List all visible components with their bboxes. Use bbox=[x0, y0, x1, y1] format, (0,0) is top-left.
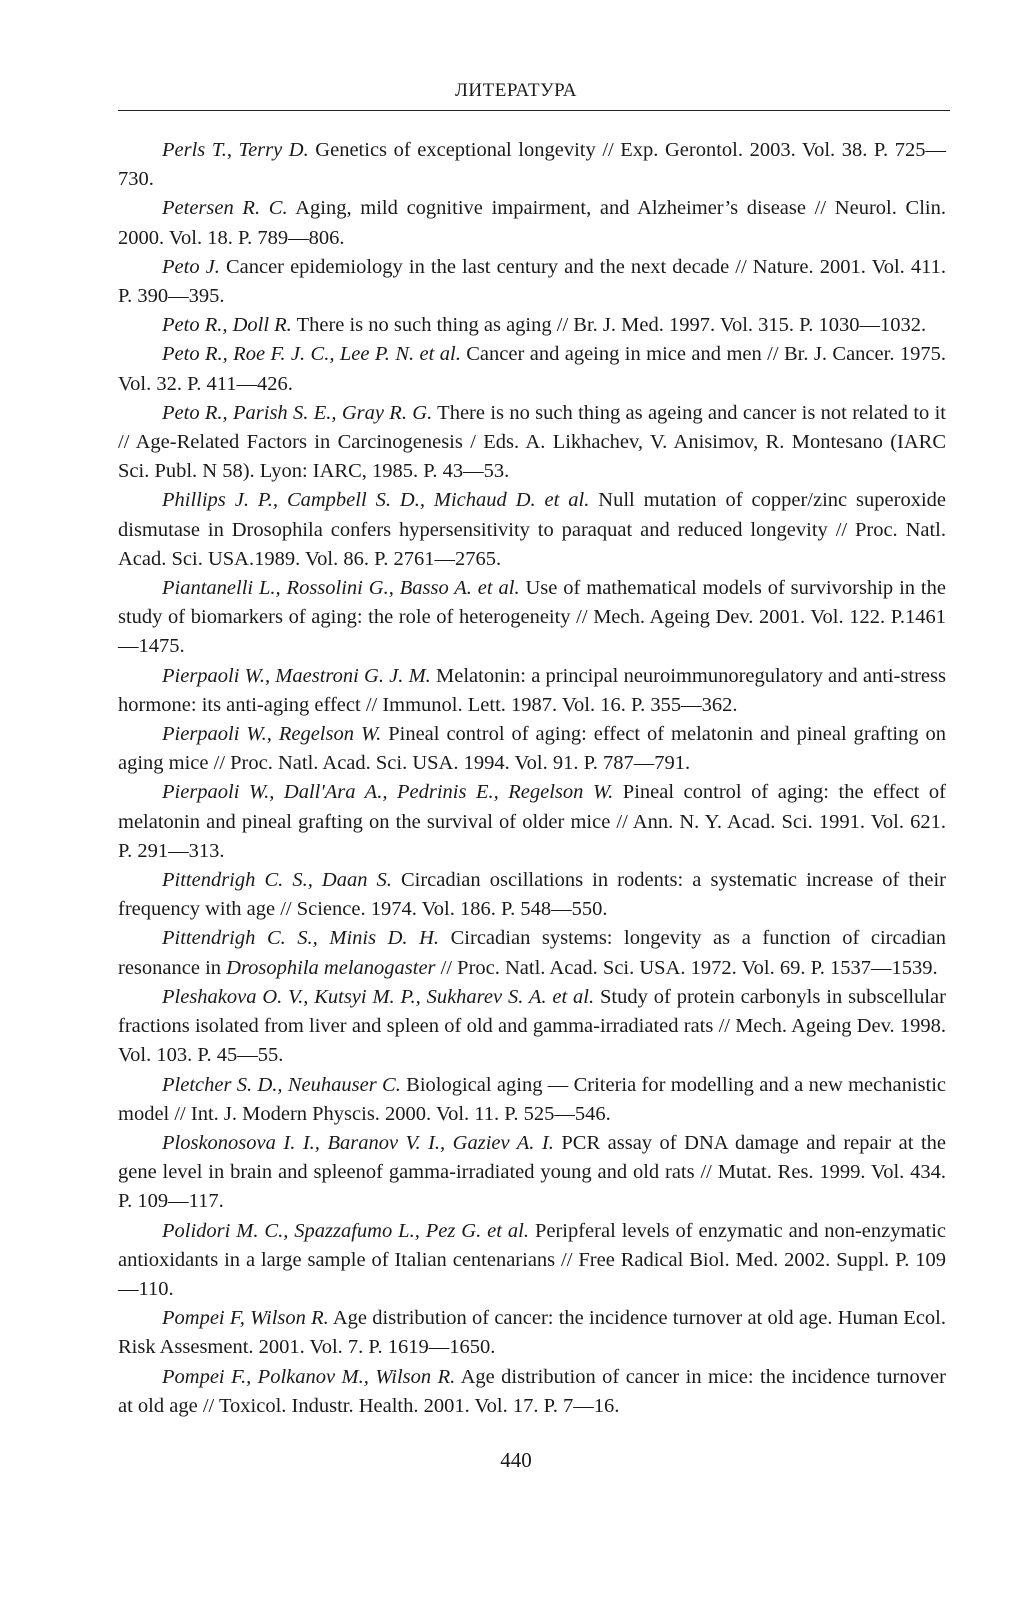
reference-entry bbox=[118, 662, 946, 720]
reference-text: There is no such thing as ageing and cancer is not related to it // Age-Related Factors in Carcinogenesis / Eds. A. Likhachev, V. Anisimov, R. Montesano (IARC Sci. Publ. N 58). Lyon: IARC, 1985. P. 43—53. bbox=[118, 401, 946, 483]
reference-entry bbox=[118, 983, 946, 1071]
reference-entry bbox=[118, 1363, 946, 1421]
reference-entry bbox=[118, 720, 946, 778]
reference-entry bbox=[118, 1304, 946, 1362]
reference-text: Pineal control of aging: effect of melatonin and pineal grafting on aging mice // Proc. Natl. Acad. Sci. USA. 1994. Vol. 91. P. 787—791. bbox=[118, 723, 946, 775]
reference-species-name: Drosophila melanogaster bbox=[226, 956, 436, 979]
reference-entry bbox=[118, 340, 946, 398]
reference-text: Circadian systems: longevity as a function of circadian resonance in bbox=[118, 927, 946, 979]
reference-authors: Pittendrigh C. S., Daan S. bbox=[162, 869, 392, 892]
header-rule bbox=[118, 110, 950, 111]
reference-text: Cancer and ageing in mice and men // Br. J. Cancer. 1975. Vol. 32. P. 411—426. bbox=[118, 343, 946, 395]
reference-text: PCR assay of DNA damage and repair at the gene level in brain and spleenof gamma-irradiated young and old rats // Mutat. Res. 1999. Vol. 434. P. 109—117. bbox=[118, 1131, 946, 1213]
reference-text: Study of protein carbonyls in subscellular fractions isolated from liver and spleen of old and gamma-irradiated rats // Mech. Ageing Dev. 1998. Vol. 103. P. 45—55. bbox=[118, 985, 946, 1067]
reference-entry bbox=[118, 1071, 946, 1129]
reference-authors: Perls T., Terry D. bbox=[162, 139, 309, 161]
reference-authors: Peto R., Doll R. bbox=[162, 314, 292, 337]
reference-authors: Petersen R. C. bbox=[162, 197, 288, 220]
reference-entry bbox=[118, 866, 946, 924]
reference-entry bbox=[118, 253, 946, 311]
reference-entry bbox=[118, 1217, 946, 1305]
reference-list bbox=[118, 136, 946, 1421]
reference-authors: Pompei F., Polkanov M., Wilson R. bbox=[162, 1365, 456, 1388]
reference-authors: Pleshakova O. V., Kutsyi M. P., Sukharev S. A. et al. bbox=[162, 985, 595, 1008]
reference-text: Null mutation of copper/zinc superoxide dismutase in Drosophila confers hypersensitivity to paraquat and reduced longevity // Proc. Natl. Acad. Sci. USA.1989. Vol. 86. P. 2761—2765. bbox=[118, 489, 946, 570]
reference-authors: Piantanelli L., Rossolini G., Basso A. et al. bbox=[162, 577, 520, 600]
reference-authors: Pierpaoli W., Maestroni G. J. M. bbox=[162, 664, 431, 687]
reference-text: Circadian oscillations in rodents: a systematic increase of their frequency with age // Science. 1974. Vol. 186. P. 548—550. bbox=[118, 869, 946, 921]
reference-authors: Pittendrigh C. S., Minis D. H. bbox=[162, 927, 440, 950]
reference-text-continued: // Proc. Natl. Acad. Sci. USA. 1972. Vol. 69. P. 1537—1539. bbox=[435, 956, 938, 979]
reference-text: Genetics of exceptional longevity // Exp. Gerontol. 2003. Vol. 38. P. 725—730. bbox=[118, 139, 946, 191]
reference-authors: Phillips J. P., Campbell S. D., Michaud D. et al. bbox=[162, 489, 590, 512]
reference-authors: Pierpaoli W., Regelson W. bbox=[162, 723, 382, 746]
reference-text: Age distribution of cancer: the incidence turnover at old age. Human Ecol. Risk Assesment. 2001. Vol. 7. P. 1619—1650. bbox=[118, 1307, 946, 1359]
reference-entry bbox=[118, 194, 946, 252]
reference-text: Use of mathematical models of survivorship in the study of biomarkers of aging: the role of heterogeneity // Mech. Ageing Dev. 2001. Vol. 122. P.1461—1475. bbox=[118, 577, 946, 658]
reference-entry bbox=[118, 924, 946, 982]
reference-text: There is no such thing as aging // Br. J. Med. 1997. Vol. 315. P. 1030—1032. bbox=[291, 314, 927, 337]
reference-entry bbox=[118, 1129, 946, 1217]
reference-text: Cancer epidemiology in the last century and the next decade // Nature. 2001. Vol. 411. P. 390—395. bbox=[118, 255, 946, 308]
reference-text: Biological aging — Criteria for modelling and a new mechanistic model // Int. J. Modern Physcis. 2000. Vol. 11. P. 525—546. bbox=[118, 1073, 946, 1125]
reference-text: Pineal control of aging: the effect of melatonin and pineal grafting on the survival of older mice // Ann. N. Y. Acad. Sci. 1991. Vol. 621. P. 291—313. bbox=[118, 781, 946, 862]
reference-entry bbox=[118, 136, 946, 194]
reference-authors: Peto J. bbox=[162, 255, 220, 278]
reference-text: Age distribution of cancer in mice: the incidence turnover at old age // Toxicol. Industr. Health. 2001. Vol. 17. P. 7—16. bbox=[118, 1365, 946, 1417]
page-number: 440 bbox=[500, 1448, 532, 1472]
reference-entry bbox=[118, 574, 946, 662]
reference-entry bbox=[118, 311, 946, 340]
reference-authors: Pierpaoli W., Dall'Ara A., Pedrinis E., Regelson W. bbox=[162, 781, 614, 804]
reference-text: Peripferal levels of enzymatic and non-enzymatic antioxidants in a large sample of Italian centenarians // Free Radical Biol. Med. 2002. Suppl. P. 109—110. bbox=[118, 1219, 946, 1300]
reference-authors: Polidori M. C., Spazzafumo L., Pez G. et al. bbox=[162, 1219, 529, 1242]
running-head: ЛИТЕРАТУРА bbox=[455, 80, 577, 101]
reference-entry bbox=[118, 486, 946, 574]
reference-authors: Pletcher S. D., Neuhauser C. bbox=[162, 1073, 401, 1096]
reference-authors: Peto R., Parish S. E., Gray R. G. bbox=[162, 401, 433, 424]
reference-authors: Pompei F, Wilson R. bbox=[162, 1307, 329, 1330]
reference-text: Melatonin: a principal neuroimmunoregulatory and anti-stress hormone: its anti-aging effect // Immunol. Lett. 1987. Vol. 16. P. 355—362. bbox=[118, 664, 946, 716]
reference-entry bbox=[118, 399, 946, 487]
reference-text: Aging, mild cognitive impairment, and Alzheimer’s disease // Neurol. Clin. 2000. Vol. 18. P. 789—806. bbox=[118, 197, 946, 249]
reference-authors: Ploskonosova I. I., Baranov V. I., Gaziev A. I. bbox=[162, 1131, 554, 1154]
reference-entry bbox=[118, 778, 946, 866]
reference-authors: Peto R., Roe F. J. C., Lee P. N. et al. bbox=[162, 343, 461, 366]
